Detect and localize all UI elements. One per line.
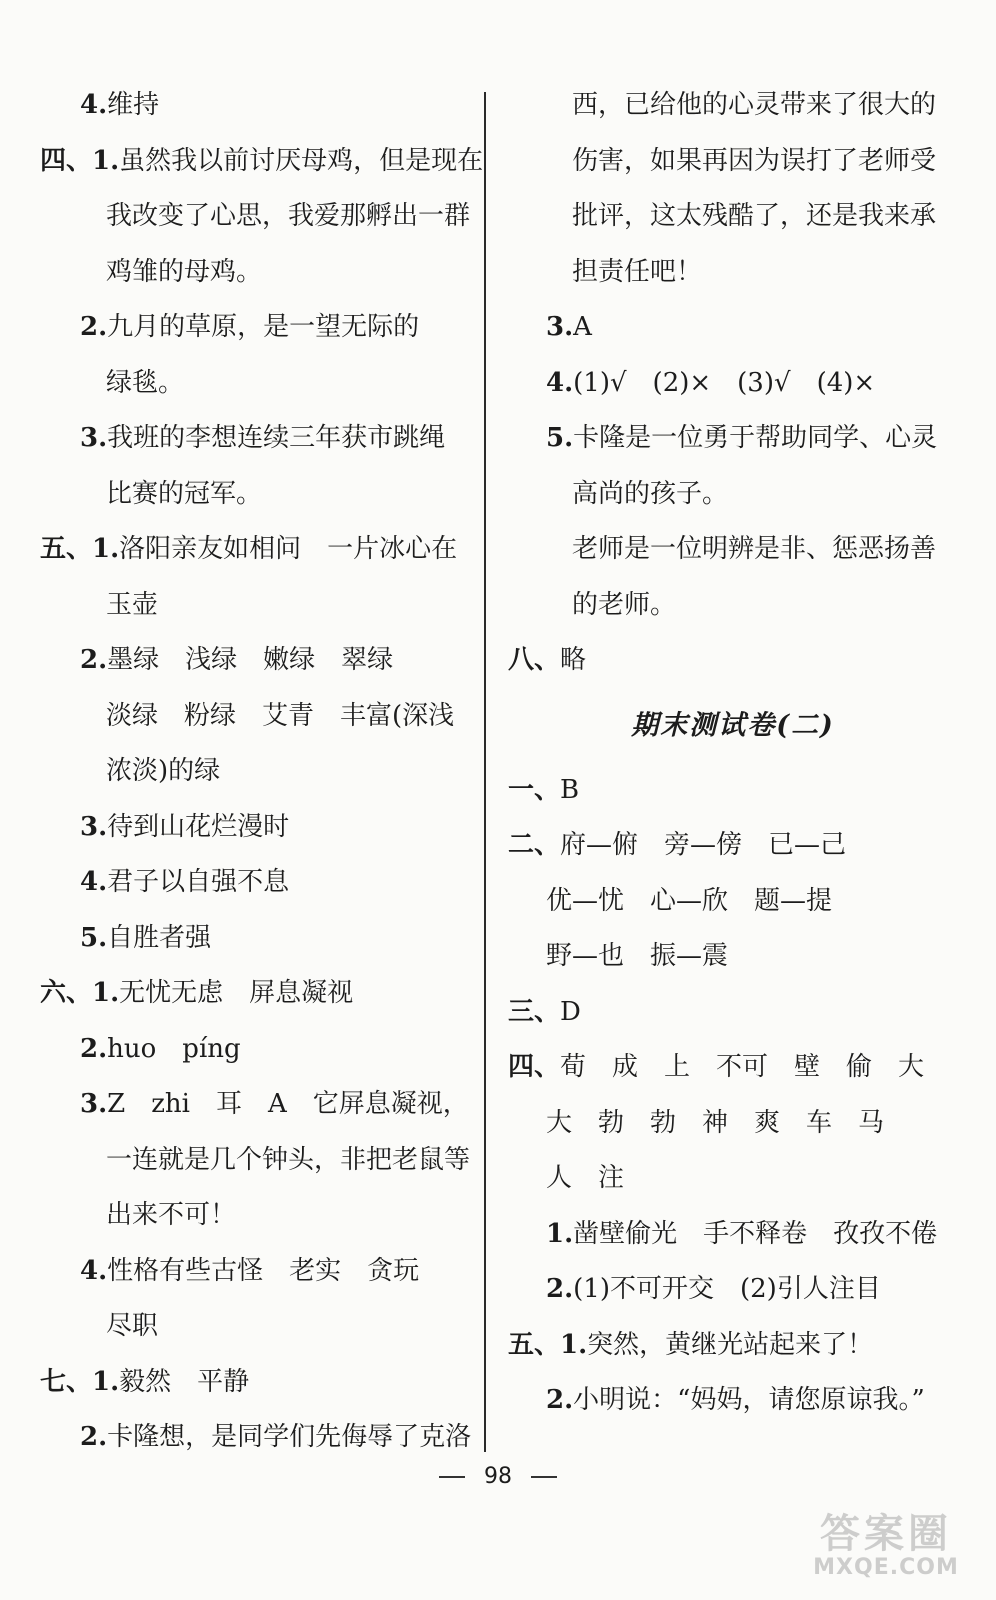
answer-text: 鸡雏的母鸡。 <box>106 256 263 287</box>
answer-text: 批评，这太残酷了，还是我来承 <box>572 201 937 231</box>
item-number: 5. <box>546 423 574 453</box>
item-number: 2. <box>80 1033 108 1064</box>
answer-text: 高尚的孩子。 <box>572 478 729 509</box>
item-number: 1. <box>546 1218 574 1249</box>
answer-line <box>508 763 958 819</box>
answer-text: 自胜者强 <box>107 922 212 953</box>
answer-text: A <box>573 312 592 342</box>
answer-line <box>508 1096 958 1152</box>
answer-text: 一连就是几个钟头，非把老鼠等 <box>106 1144 471 1175</box>
answer-line <box>40 1077 469 1133</box>
answer-line <box>40 578 460 634</box>
answer-line <box>508 929 958 985</box>
answer-text: 荀 成 上 不可 壁 偷 大 <box>560 1052 925 1082</box>
answer-text: B <box>560 774 580 805</box>
answer-line <box>40 744 460 800</box>
answer-line <box>40 1244 460 1300</box>
answer-line <box>508 78 958 134</box>
watermark-logo <box>796 1512 976 1582</box>
answer-text: 维持 <box>107 90 160 120</box>
column-divider <box>484 92 486 1452</box>
answer-text: 伤害，如果再因为误打了老师受 <box>572 145 937 176</box>
answer-text: huo píng <box>107 1033 241 1064</box>
answer-line <box>508 1040 958 1096</box>
item-number: 3. <box>546 312 574 342</box>
answer-line <box>508 985 958 1041</box>
item-number: 4. <box>80 90 108 120</box>
answer-text: 我改变了心思，我爱那孵出一群 <box>106 201 471 231</box>
answer-text: 比赛的冠军。 <box>106 478 263 509</box>
answer-line <box>40 522 460 578</box>
answer-text: 略 <box>560 645 587 675</box>
answer-text: 人 注 <box>546 1163 625 1193</box>
answer-text: D <box>560 996 581 1027</box>
item-number: 五、1. <box>40 534 120 564</box>
item-number: 3. <box>80 811 108 842</box>
answer-text: 尽职 <box>106 1311 159 1341</box>
answer-line <box>40 1022 460 1078</box>
answer-text: 出来不可！ <box>106 1200 237 1230</box>
answer-line <box>508 356 958 412</box>
answer-line <box>40 855 460 911</box>
answer-line <box>40 1299 460 1355</box>
section-title: 期末测试卷(二) <box>631 709 835 741</box>
answer-line <box>508 1151 958 1207</box>
item-number: 5. <box>80 922 108 953</box>
answer-text: 九月的草原，是一望无际的 <box>107 312 420 342</box>
answer-text: 凿壁偷光 手不释卷 孜孜不倦 <box>573 1218 938 1249</box>
answer-line <box>40 1133 471 1189</box>
answer-text: 君子以自强不息 <box>107 867 290 897</box>
answer-text: 小明说：“妈妈，请您原谅我。” <box>573 1385 925 1415</box>
page-number: 98 <box>484 1464 512 1489</box>
right-column-top <box>508 78 958 689</box>
footer-dash-left <box>439 1476 465 1478</box>
answer-text: 大 勃 勃 神 爽 车 马 <box>546 1107 885 1138</box>
item-number: 4. <box>80 1255 108 1286</box>
answer-text: 虽然我以前讨厌母鸡，但是现在 <box>119 145 484 176</box>
answer-text: 卡隆是一位勇于帮助同学、心灵 <box>573 423 938 453</box>
answer-line <box>508 522 958 578</box>
answer-line <box>40 966 460 1022</box>
watermark-bottom: MXQE.COM <box>813 1555 959 1580</box>
answer-line <box>40 245 460 301</box>
answer-text: 墨绿 浅绿 嫩绿 翠绿 <box>107 645 394 675</box>
answer-text: (1)不可开交 (2)引人注目 <box>573 1274 881 1304</box>
answer-text: 老师是一位明辨是非、惩恶扬善 <box>572 534 937 564</box>
answer-line <box>40 1355 460 1411</box>
item-number: 2. <box>80 645 108 675</box>
footer-dash-right <box>531 1476 557 1478</box>
item-number: 2. <box>80 312 108 342</box>
answer-text: 突然，黄继光站起来了！ <box>587 1329 874 1360</box>
answer-line <box>508 300 958 356</box>
answer-line <box>508 189 958 245</box>
item-number: 四、 <box>508 1052 561 1082</box>
answer-text: 淡绿 粉绿 艾青 丰富(深浅 <box>106 700 455 731</box>
answer-text: 优—忧 心—欣 题—提 <box>546 885 833 916</box>
answer-line <box>508 1373 958 1429</box>
answer-text: 绿毯。 <box>106 367 185 398</box>
answer-text: 野—也 振—震 <box>546 941 729 971</box>
left-column <box>40 78 484 1466</box>
item-number: 六、1. <box>40 978 120 1008</box>
answer-line <box>40 911 460 967</box>
answer-text: 洛阳亲友如相问 一片冰心在 <box>119 534 458 564</box>
right-column-bottom <box>508 763 958 1429</box>
item-number: 一、 <box>508 774 561 805</box>
page-number-footer <box>0 1464 996 1489</box>
answer-line <box>40 189 471 245</box>
answer-line <box>40 1188 460 1244</box>
answer-line <box>508 633 958 689</box>
answer-line <box>40 411 460 467</box>
answer-text: 玉壶 <box>106 589 159 620</box>
answer-text: 府—俯 旁—傍 已—己 <box>560 830 847 860</box>
answer-line <box>508 578 958 634</box>
answer-line <box>40 800 460 856</box>
answer-line <box>40 134 484 190</box>
answer-text: 浓淡)的绿 <box>106 756 221 786</box>
answer-text: 毅然 平静 <box>119 1366 250 1397</box>
answer-line <box>508 467 958 523</box>
item-number: 四、1. <box>40 145 120 176</box>
item-number: 三、 <box>508 996 561 1027</box>
item-number: 五、1. <box>508 1329 588 1360</box>
answer-line <box>40 633 460 689</box>
answer-line <box>508 411 958 467</box>
answer-text: Z zhi 耳 A 它屏息凝视， <box>107 1089 469 1119</box>
item-number: 七、1. <box>40 1366 120 1397</box>
answer-text: (1)√ (2)× (3)√ (4)× <box>573 367 876 398</box>
answer-line <box>40 300 460 356</box>
item-number: 3. <box>80 423 108 453</box>
answer-line <box>40 689 460 745</box>
answer-line <box>508 1262 958 1318</box>
answer-line <box>508 1207 958 1263</box>
item-number: 2. <box>546 1274 574 1304</box>
item-number: 4. <box>80 867 108 897</box>
watermark-top: 答案圈 <box>820 1511 952 1557</box>
answer-text: 卡隆想，是同学们先侮辱了克洛 <box>107 1422 472 1452</box>
answer-line <box>508 1318 958 1374</box>
item-number: 二、 <box>508 830 561 860</box>
answer-line <box>40 78 460 134</box>
answer-text: 的老师。 <box>572 589 677 620</box>
answer-line <box>40 1410 472 1466</box>
right-column <box>508 78 958 1429</box>
answer-line <box>508 245 958 301</box>
answer-text: 待到山花烂漫时 <box>107 811 290 842</box>
answer-line <box>508 874 958 930</box>
answer-line <box>40 467 460 523</box>
item-number: 3. <box>80 1089 108 1119</box>
item-number: 八、 <box>508 645 561 675</box>
answer-line <box>508 134 958 190</box>
answer-line <box>40 356 460 412</box>
item-number: 2. <box>546 1385 574 1415</box>
answer-text: 担责任吧！ <box>572 256 703 287</box>
answer-text: 性格有些古怪 老实 贪玩 <box>107 1255 420 1286</box>
answer-text: 西，已给他的心灵带来了很大的 <box>572 90 937 120</box>
answer-text: 我班的李想连续三年获市跳绳 <box>107 423 446 453</box>
answer-line <box>508 818 958 874</box>
item-number: 4. <box>546 367 574 398</box>
item-number: 2. <box>80 1422 108 1452</box>
answer-text: 无忧无虑 屏息凝视 <box>119 978 354 1008</box>
